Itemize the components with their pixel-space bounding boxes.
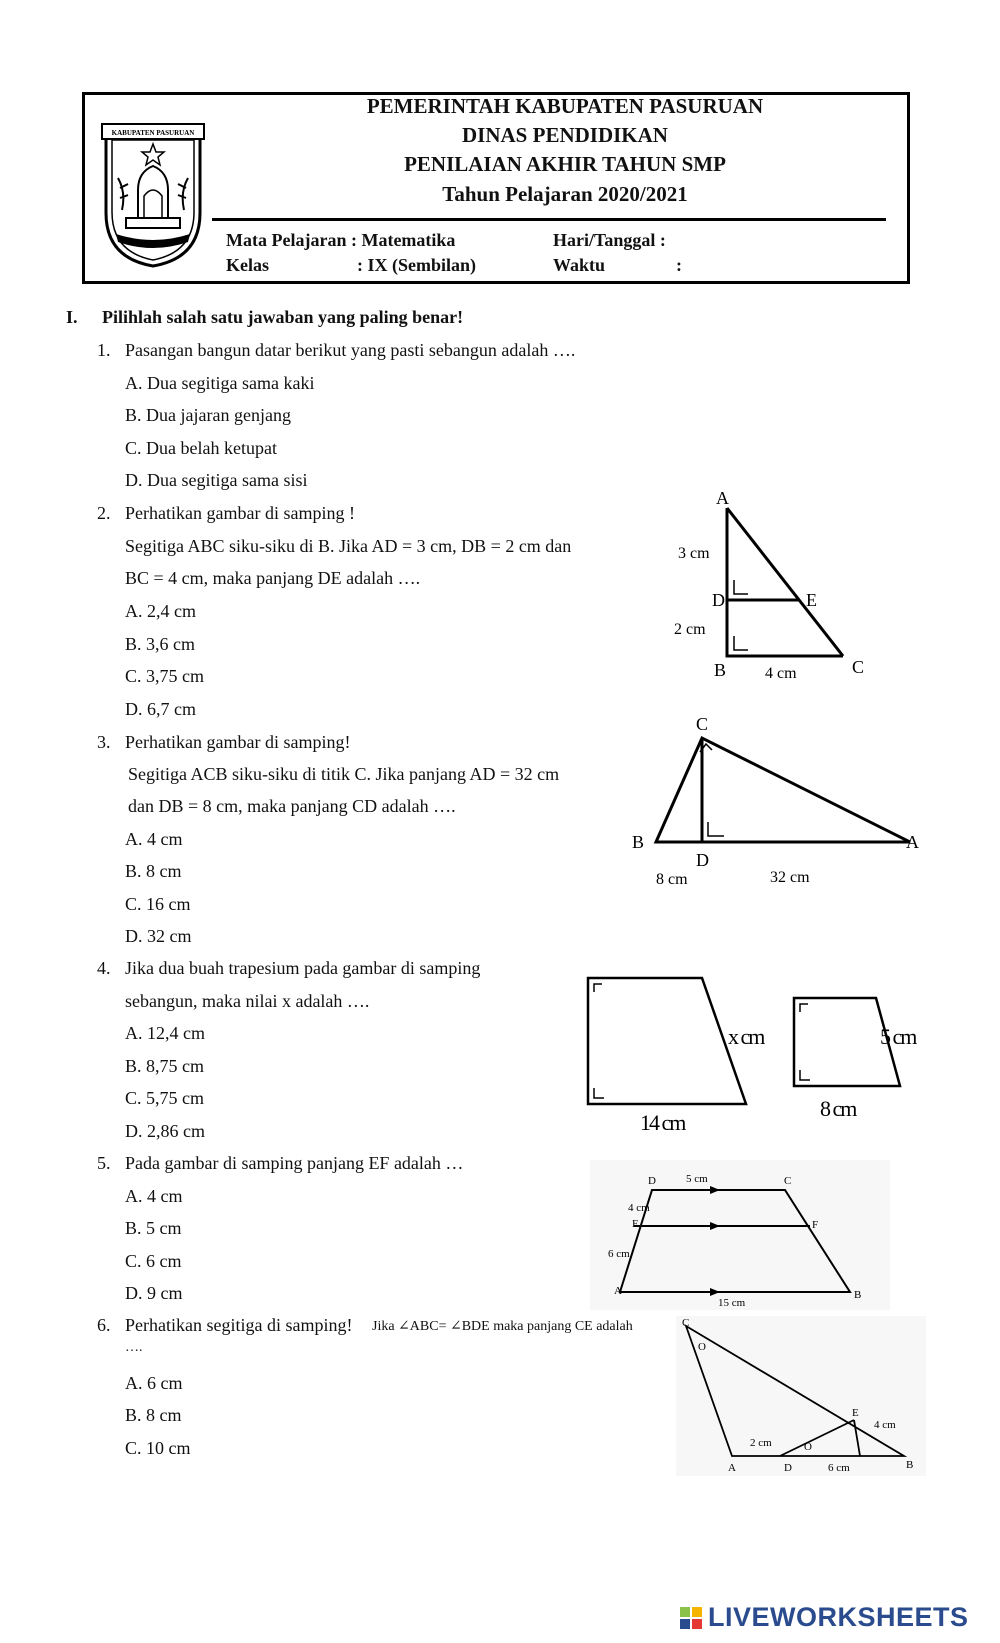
length-DB: 6 cm	[828, 1462, 850, 1474]
figure-q5-trapezoid	[590, 1160, 890, 1310]
label-E: E	[852, 1407, 859, 1419]
length-AB: 15 cm	[718, 1297, 746, 1309]
answer-option[interactable]: B. 8,75 cm	[125, 1056, 204, 1076]
length-EB: 4 cm	[874, 1419, 896, 1431]
figure-q6-triangle	[676, 1316, 926, 1476]
answer-option[interactable]: C. 3,75 cm	[125, 666, 204, 686]
label-C: C	[682, 1317, 690, 1329]
header-line-3: PENILAIAN AKHIR TAHUN SMP	[404, 152, 726, 176]
day-label: Hari/Tanggal :	[553, 230, 666, 250]
answer-option[interactable]: C. 6 cm	[125, 1251, 182, 1271]
time-label: Waktu	[553, 255, 606, 275]
answer-option[interactable]: D. Dua segitiga sama sisi	[125, 470, 308, 490]
label-F: F	[812, 1219, 819, 1231]
answer-option[interactable]: B. 3,6 cm	[125, 634, 195, 654]
answer-option[interactable]: C. 10 cm	[125, 1438, 191, 1458]
answer-option[interactable]: C. Dua belah ketupat	[125, 438, 277, 458]
answer-option[interactable]: A. 12,4 cm	[125, 1023, 205, 1043]
length-x: x cm	[728, 1024, 764, 1049]
label-A: A	[716, 488, 729, 508]
length-AD: 2 cm	[750, 1437, 772, 1449]
length-side-2: 5 cm	[880, 1024, 916, 1049]
section-number: I.	[66, 307, 78, 327]
length-EA: 6 cm	[608, 1248, 630, 1260]
length-BC: 4 cm	[765, 665, 797, 682]
subject-label: Mata Pelajaran : Matematika	[226, 230, 456, 250]
length-AD: 3 cm	[678, 545, 710, 562]
header-line-2: DINAS PENDIDIKAN	[462, 123, 668, 147]
answer-option[interactable]: D. 6,7 cm	[125, 699, 196, 719]
question-number: 6.	[97, 1315, 111, 1335]
question-number: 3.	[97, 732, 111, 752]
answer-option[interactable]: A. 4 cm	[125, 1186, 183, 1206]
answer-option[interactable]: B. 5 cm	[125, 1218, 182, 1238]
answer-option[interactable]: D. 2,86 cm	[125, 1121, 205, 1141]
answer-option[interactable]: C. 16 cm	[125, 894, 191, 914]
answer-option[interactable]: A. 6 cm	[125, 1373, 183, 1393]
section-title: Pilihlah salah satu jawaban yang paling benar!	[102, 307, 464, 327]
answer-option[interactable]: A. Dua segitiga sama kaki	[125, 373, 315, 393]
length-DE: 4 cm	[628, 1202, 650, 1214]
angle-mark: O	[804, 1441, 812, 1453]
label-B: B	[906, 1459, 914, 1471]
label-D: D	[648, 1175, 656, 1187]
question-text: dan DB = 8 cm, maka panjang CD adalah ….	[128, 796, 456, 816]
label-A: A	[614, 1285, 622, 1297]
answer-option[interactable]: D. 9 cm	[125, 1283, 183, 1303]
regency-logo	[92, 118, 214, 270]
length-base-1: 14 cm	[640, 1110, 685, 1135]
answer-option[interactable]: B. Dua jajaran genjang	[125, 405, 291, 425]
figure-q4-trapezoids	[580, 968, 930, 1138]
angle-mark: O	[698, 1341, 706, 1353]
class-label: Kelas	[226, 255, 269, 275]
liveworksheets-logo-icon	[680, 1607, 704, 1631]
question-number: 1.	[97, 340, 111, 360]
label-E: E	[806, 590, 817, 610]
logo-text: KABUPATEN PASURUAN	[111, 129, 195, 137]
question-number: 5.	[97, 1153, 111, 1173]
label-B: B	[854, 1289, 862, 1301]
label-E: E	[632, 1218, 639, 1230]
label-B: B	[714, 660, 727, 680]
question-number: 4.	[97, 958, 111, 978]
question-text: Segitiga ACB siku-siku di titik C. Jika panjang AD = 32 cm	[128, 764, 560, 784]
question-text: Perhatikan gambar di samping !	[125, 503, 355, 523]
label-B: B	[632, 832, 645, 852]
label-D: D	[696, 850, 709, 870]
length-DA: 32 cm	[770, 869, 810, 886]
header-line-4: Tahun Pelajaran 2020/2021	[442, 182, 688, 206]
question-text: sebangun, maka nilai x adalah ….	[125, 991, 370, 1011]
length-BD: 8 cm	[656, 871, 688, 888]
label-D: D	[712, 590, 725, 610]
answer-option[interactable]: B. 8 cm	[125, 861, 182, 881]
label-D: D	[784, 1462, 792, 1474]
label-C: C	[784, 1175, 792, 1187]
question-text: BC = 4 cm, maka panjang DE adalah ….	[125, 568, 421, 588]
question-text: Perhatikan gambar di samping!	[125, 732, 351, 752]
question-text: Pasangan bangun datar berikut yang pasti sebangun adalah ….	[125, 340, 576, 360]
length-DB: 2 cm	[674, 621, 706, 638]
length-DC: 5 cm	[686, 1173, 708, 1185]
class-value: : IX (Sembilan)	[357, 255, 477, 275]
question-text: Segitiga ABC siku-siku di B. Jika AD = 3 cm, DB = 2 cm dan	[125, 536, 572, 556]
label-C: C	[852, 657, 865, 677]
question-number: 2.	[97, 503, 111, 523]
label-C: C	[696, 714, 709, 734]
time-colon: :	[676, 255, 682, 275]
label-A: A	[728, 1462, 736, 1474]
answer-option[interactable]: C. 5,75 cm	[125, 1088, 204, 1108]
answer-option[interactable]: D. 32 cm	[125, 926, 192, 946]
liveworksheets-brand: LIVEWORKSHEETS	[708, 1602, 969, 1632]
figure-q2-triangle	[660, 488, 880, 688]
question-text: Pada gambar di samping panjang EF adalah …	[125, 1153, 464, 1173]
answer-option[interactable]: A. 2,4 cm	[125, 601, 196, 621]
question-continuation: ….	[125, 1340, 143, 1355]
question-text: Jika dua buah trapesium pada gambar di samping	[125, 958, 481, 978]
header-line-1: PEMERINTAH KABUPATEN PASURUAN	[366, 94, 764, 118]
header-divider	[212, 218, 886, 221]
length-base-2: 8 cm	[820, 1096, 856, 1121]
figure-q3-triangle	[620, 712, 930, 892]
answer-option[interactable]: A. 4 cm	[125, 829, 183, 849]
label-A: A	[906, 832, 919, 852]
question-text: Perhatikan segitiga di samping!	[125, 1315, 353, 1335]
answer-option[interactable]: B. 8 cm	[125, 1405, 182, 1425]
question-text-small: Jika ∠ABC= ∠BDE maka panjang CE adalah	[372, 1319, 633, 1334]
